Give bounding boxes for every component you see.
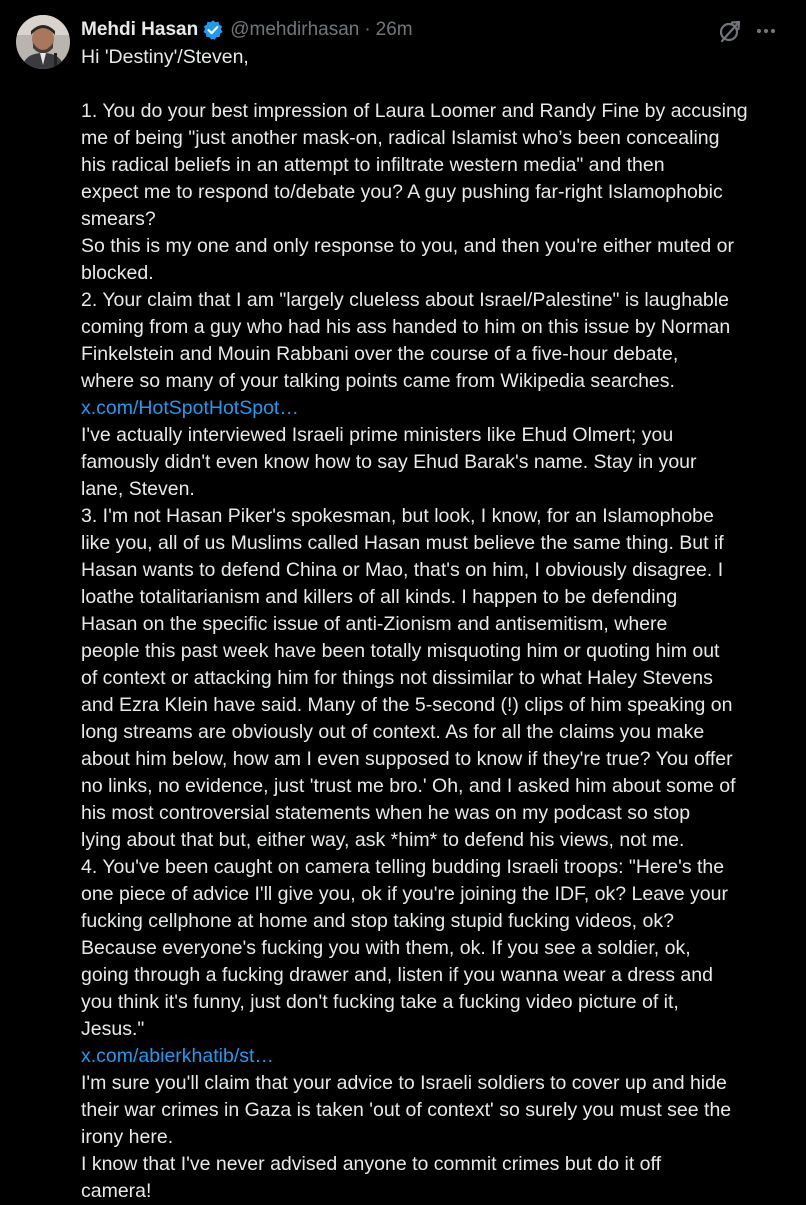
tweet-link[interactable]: x.com/abierkhatib/st… — [81, 1045, 274, 1067]
tweet-text-line: of context or attacking him for things not dissimilar to what Haley Stevens — [81, 667, 713, 689]
tweet-text-line: his most controversial statements when he was on my podcast so stop — [81, 802, 691, 824]
tweet-text-line: Jesus." — [81, 1018, 145, 1040]
grok-icon[interactable] — [718, 19, 742, 43]
tweet-text-line: going through a fucking drawer and, listen if you wanna wear a dress and — [81, 964, 713, 986]
tweet-text-line: Hi 'Destiny'/Steven, — [81, 46, 249, 68]
tweet-text-line: you think it's funny, just don't fucking take a fucking video picture of it, — [81, 991, 679, 1013]
tweet-text-line: Finkelstein and Mouin Rabbani over the course of a five-hour debate, — [81, 343, 679, 365]
tweet-text-line: his radical beliefs in an attempt to infiltrate western media" and then — [81, 154, 665, 176]
tweet-text-line: camera! — [81, 1180, 152, 1202]
tweet-text-line: like you, all of us Muslims called Hasan must believe the same thing. But if — [81, 532, 724, 554]
tweet-text-line: famously didn't even know how to say Ehud Barak's name. Stay in your — [81, 451, 697, 473]
tweet-text-line: So this is my one and only response to you, and then you're either muted or — [81, 235, 735, 257]
avatar[interactable] — [16, 15, 70, 69]
tweet-text-line: 1. You do your best impression of Laura Loomer and Randy Fine by accusing — [81, 100, 748, 122]
tweet-text-line: irony here. — [81, 1126, 174, 1148]
tweet-link[interactable]: x.com/HotSpotHotSpot… — [81, 397, 299, 419]
tweet-text-line: lane, Steven. — [81, 478, 195, 500]
tweet-header — [81, 17, 413, 43]
verified-badge-icon[interactable] — [202, 19, 224, 41]
tweet-text-line: I know that I've never advised anyone to commit crimes but do it off — [81, 1153, 661, 1175]
tweet-text-line: Hasan wants to defend China or Mao, that's on him, I obviously disagree. I — [81, 559, 724, 581]
tweet-text-line: one piece of advice I'll give you, ok if you're joining the IDF, ok? Leave your — [81, 883, 728, 905]
tweet-text-line: Hasan on the specific issue of anti-Zionism and antisemitism, where — [81, 613, 668, 635]
tweet-text-line: about him below, how am I even supposed to know if they're true? You offer — [81, 748, 733, 770]
tweet-text-line: Because everyone's fucking you with them, ok. If you see a soldier, ok, — [81, 937, 691, 959]
tweet-text-line: I've actually interviewed Israeli prime ministers like Ehud Olmert; you — [81, 424, 674, 446]
tweet-text-line: blocked. — [81, 262, 154, 284]
tweet-text-line: and Ezra Klein have said. Many of the 5-second (!) clips of him speaking on — [81, 694, 733, 716]
tweet-text-line: smears? — [81, 208, 156, 230]
tweet-text-line: their war crimes in Gaza is taken 'out of context' so surely you must see the — [81, 1099, 732, 1121]
more-horizontal-icon[interactable] — [755, 20, 777, 42]
blank-line — [81, 71, 786, 98]
tweet-text-line: fucking cellphone at home and stop taking stupid fucking videos, ok? — [81, 910, 674, 932]
tweet-text-line: 4. You've been caught on camera telling budding Israeli troops: "Here's the — [81, 856, 725, 878]
profile-photo-icon — [16, 15, 70, 69]
tweet-text-line: 2. Your claim that I am "largely clueless about Israel/Palestine" is laughable — [81, 289, 729, 311]
tweet-text — [81, 44, 786, 1205]
tweet-text-line: where so many of your talking points came from Wikipedia searches. — [81, 370, 675, 392]
tweet-text-line: long streams are obviously out of context. As for all the claims you make — [81, 721, 705, 743]
tweet-text-line: coming from a guy who had his ass handed to him on this issue by Norman — [81, 316, 731, 338]
tweet-text-line: no links, no evidence, just 'trust me bro.' Oh, and I asked him about some of — [81, 775, 736, 797]
separator-dot: · — [364, 19, 371, 40]
tweet-text-line: lying about that but, either way, ask *him* to defend his views, not me. — [81, 829, 685, 851]
tweet-text-line: me of being "just another mask-on, radical Islamist who’s been concealing — [81, 127, 720, 149]
tweet-text-line: people this past week have been totally misquoting him or quoting him out — [81, 640, 720, 662]
tweet-text-line: 3. I'm not Hasan Piker's spokesman, but look, I know, for an Islamophobe — [81, 505, 714, 527]
tweet-text-line: I'm sure you'll claim that your advice to Israeli soldiers to cover up and hide — [81, 1072, 727, 1094]
tweet-text-line: loathe totalitarianism and killers of all kinds. I happen to be defending — [81, 586, 678, 608]
tweet-text-line: expect me to respond to/debate you? A guy pushing far-right Islamophobic — [81, 181, 723, 203]
timestamp[interactable]: 26m — [375, 19, 413, 40]
user-handle[interactable]: @mehdirhasan — [230, 19, 360, 40]
display-name[interactable]: Mehdi Hasan — [81, 19, 199, 40]
